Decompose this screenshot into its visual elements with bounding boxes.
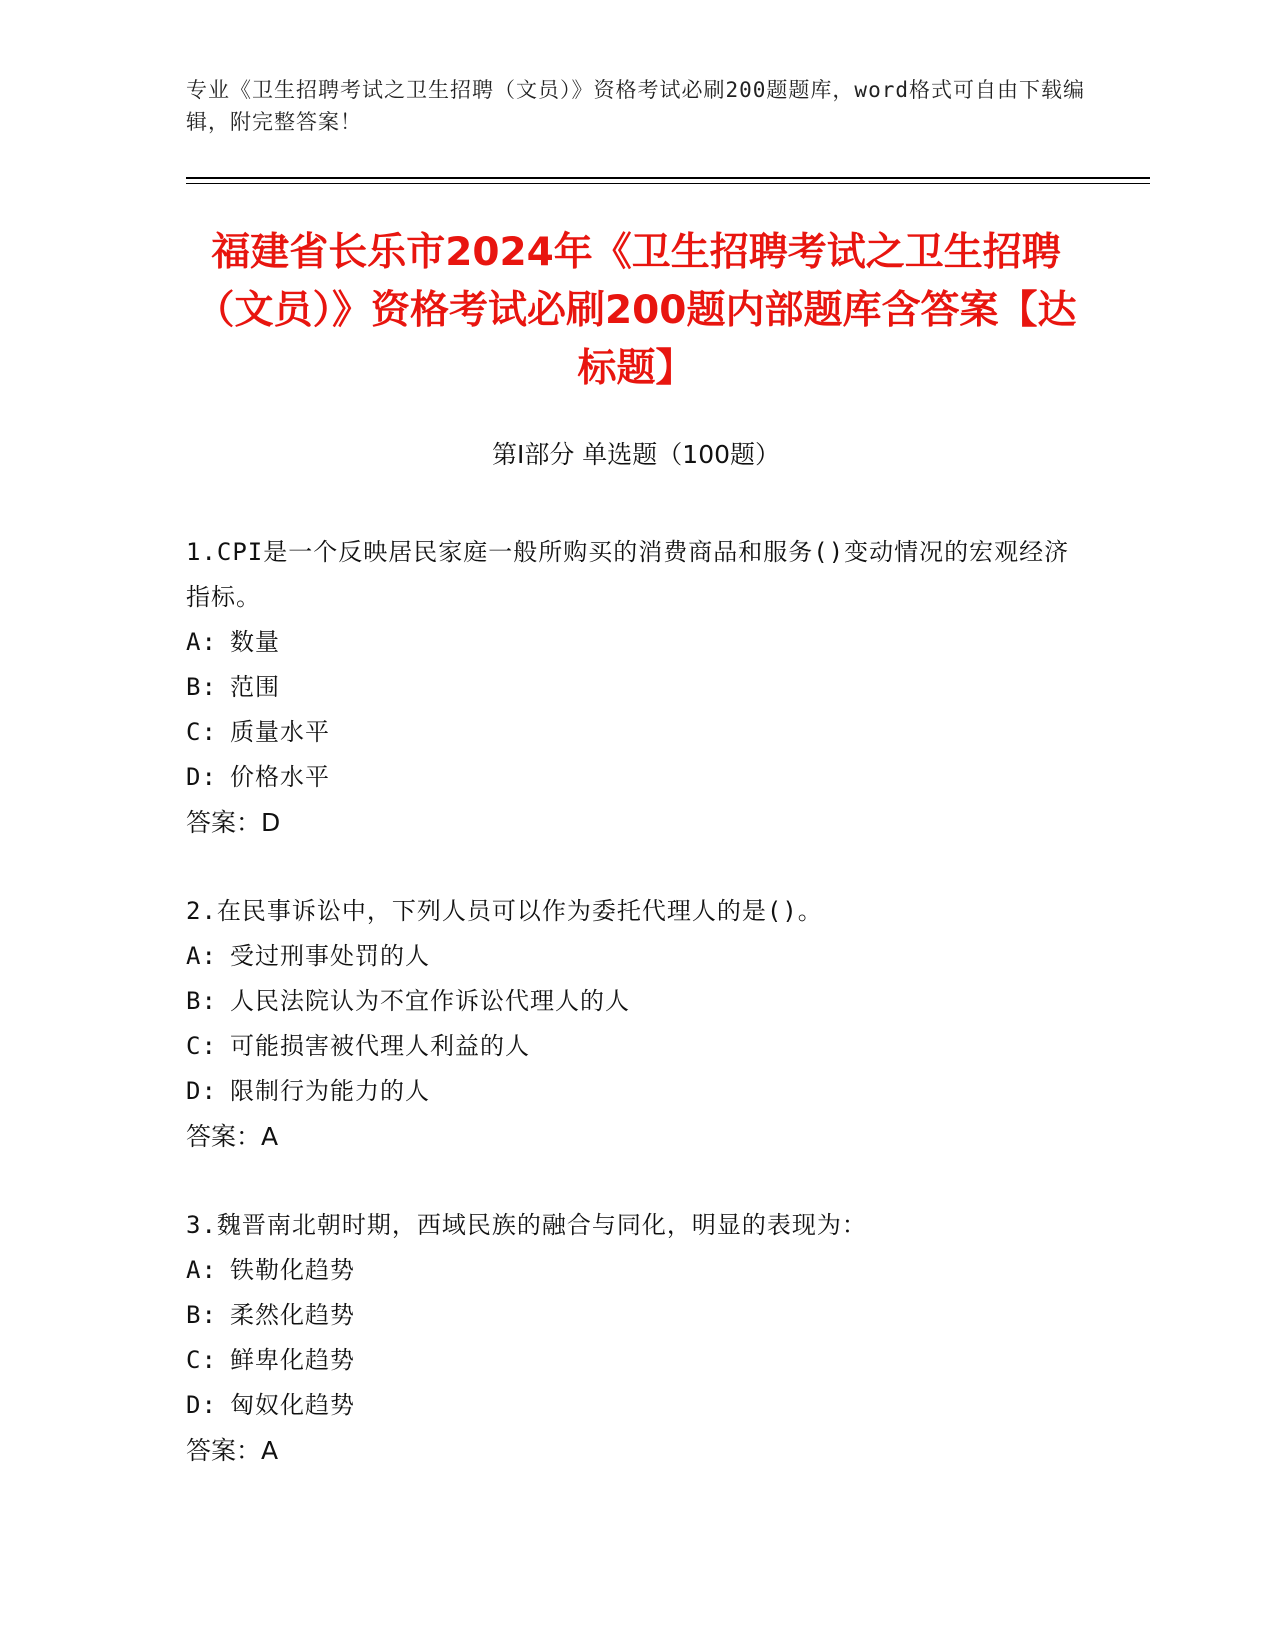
question-3 xyxy=(186,1203,1086,1473)
header-divider-thin xyxy=(186,183,1150,184)
header-divider-thick xyxy=(186,177,1150,179)
option-d xyxy=(186,755,1086,800)
option-text: 柔然化趋势 xyxy=(230,1301,355,1329)
section-heading: 第Ⅰ部分 单选题（100题） xyxy=(491,440,781,469)
option-b xyxy=(186,1293,1086,1338)
option-text: 匈奴化趋势 xyxy=(230,1391,355,1419)
option-text: 价格水平 xyxy=(230,763,330,791)
option-a xyxy=(186,620,1086,665)
option-d xyxy=(186,1383,1086,1428)
question-text: 3.魏晋南北朝时期，西域民族的融合与同化，明显的表现为： xyxy=(186,1211,867,1239)
option-c xyxy=(186,710,1086,755)
option-text: 质量水平 xyxy=(230,718,330,746)
option-key: D: xyxy=(186,1391,217,1419)
option-d xyxy=(186,1069,1086,1114)
option-text: 人民法院认为不宜作诉讼代理人的人 xyxy=(230,987,630,1015)
answer-line: 答案：D xyxy=(186,808,281,837)
option-a xyxy=(186,934,1086,979)
question-2 xyxy=(186,889,1086,1159)
option-c xyxy=(186,1338,1086,1383)
option-key: D: xyxy=(186,1077,217,1105)
document-title: 福建省长乐市2024年《卫生招聘考试之卫生招聘（文员）》资格考试必刷200题内部题库含答案【达标题】 xyxy=(195,230,1077,391)
answer-line: 答案：A xyxy=(186,1122,279,1151)
option-text: 数量 xyxy=(230,628,280,656)
question-1 xyxy=(186,530,1086,845)
option-b xyxy=(186,665,1086,710)
option-text: 铁勒化趋势 xyxy=(230,1256,355,1284)
option-key: B: xyxy=(186,1301,217,1329)
option-key: D: xyxy=(186,763,217,791)
header-note: 专业《卫生招聘考试之卫生招聘（文员）》资格考试必刷200题题库，word格式可自由下载编辑，附完整答案！ xyxy=(186,78,1085,134)
option-c xyxy=(186,1024,1086,1069)
option-key: C: xyxy=(186,718,217,746)
option-a xyxy=(186,1248,1086,1293)
option-key: B: xyxy=(186,673,217,701)
option-text: 鲜卑化趋势 xyxy=(230,1346,355,1374)
option-text: 受过刑事处罚的人 xyxy=(230,942,430,970)
option-text: 范围 xyxy=(230,673,280,701)
option-key: C: xyxy=(186,1032,217,1060)
option-key: A: xyxy=(186,628,217,656)
option-text: 限制行为能力的人 xyxy=(230,1077,430,1105)
question-text: 2.在民事诉讼中，下列人员可以作为委托代理人的是()。 xyxy=(186,897,823,925)
answer-line: 答案：A xyxy=(186,1436,279,1465)
option-key: A: xyxy=(186,942,217,970)
question-list xyxy=(186,530,1086,1517)
option-key: A: xyxy=(186,1256,217,1284)
option-key: B: xyxy=(186,987,217,1015)
option-b xyxy=(186,979,1086,1024)
option-key: C: xyxy=(186,1346,217,1374)
question-text: 1.CPI是一个反映居民家庭一般所购买的消费商品和服务()变动情况的宏观经济指标。 xyxy=(186,538,1070,611)
option-text: 可能损害被代理人利益的人 xyxy=(230,1032,530,1060)
